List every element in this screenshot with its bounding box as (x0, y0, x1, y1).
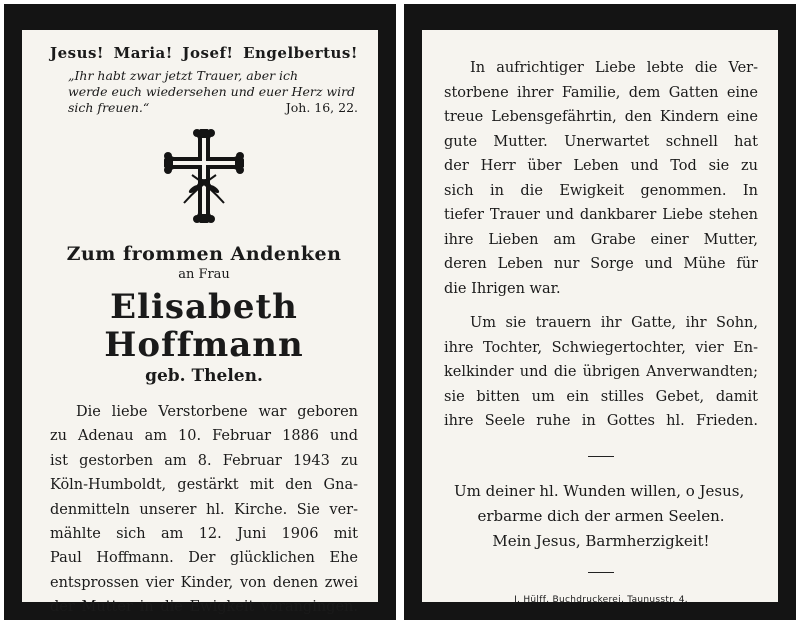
text-line: entsprossen vier Kinder, von denen zwei (50, 574, 358, 591)
deceased-name: Elisabeth Hoffmann (104, 287, 304, 365)
text-line: sie bitten um ein stilles Gebet, damit (444, 388, 758, 405)
right-card-inner (422, 30, 778, 605)
text-line: die Ihrigen war. (444, 280, 561, 297)
invocation-jesus: Jesus! (50, 44, 105, 62)
prayer (444, 479, 758, 554)
cross-icon (164, 129, 244, 223)
maiden-name: geb. Thelen. (145, 366, 263, 386)
prayer-line: Mein Jesus, Barmherzigkeit! (492, 531, 710, 550)
text-line: tiefer Trauer und dankbarer Liebe stehen (444, 207, 758, 223)
text-line: mählte sich am 12. Juni 1906 mit (50, 526, 358, 543)
invocation-josef: Josef! (182, 44, 234, 62)
mourners-paragraph (444, 311, 758, 434)
divider (588, 456, 614, 457)
text-line: ihre Tochter, Schwiegertochter, vier En- (444, 339, 758, 356)
quote-line: sich freuen.“ (68, 100, 150, 115)
text-line: treue Lebensgefährtin, den Kindern eine (444, 109, 758, 125)
divider (588, 572, 614, 573)
text-line: deren Leben nur Sorge und Mühe für (444, 256, 758, 272)
text-line: ist gestorben am 8. Februar 1943 zu (50, 452, 358, 469)
text-line: storbene ihrer Familie, dem Gatten eine (444, 84, 758, 101)
text-line: In aufrichtiger Liebe lebte die Ver- (470, 60, 758, 76)
addressee-prefix: an Frau (178, 267, 230, 282)
right-card (404, 4, 796, 620)
quote-reference: Joh. 16, 22. (285, 100, 358, 115)
text-line: gute Mutter. Unerwartet schnell hat (444, 133, 758, 150)
invocation-engelbertus: Engelbertus! (243, 44, 358, 62)
quote-line: „Ihr habt zwar jetzt Trauer, aber ich (68, 68, 299, 83)
cross-emblem (50, 129, 358, 223)
left-card (4, 4, 396, 620)
printer-imprint: J. Hülff, Buchdruckerei, Taunusstr. 4. (514, 594, 688, 605)
prayer-line: erbarme dich der armen Seelen. (477, 506, 725, 525)
text-line: denmitteln unserer hl. Kirche. Sie ver- (50, 501, 358, 518)
memorial-heading: Zum frommen Andenken (66, 243, 342, 265)
biography-paragraph (50, 400, 358, 620)
left-card-inner (22, 30, 378, 616)
text-line: Köln-Humboldt, gestärkt mit den Gna- (50, 477, 358, 494)
text-line: kelkinder und die übrigen Anverwandten; (444, 364, 758, 380)
text-line: ihre Lieben am Grabe einer Mutter, (444, 231, 758, 248)
text-line: der Mutter in die Ewigkeit vorangingen. (50, 599, 358, 616)
invocation-line (50, 44, 358, 62)
text-line: Paul Hoffmann. Der glücklichen Ehe (50, 550, 358, 567)
prayer-line: Um deiner hl. Wunden willen, o Jesus, (454, 481, 745, 500)
tribute-paragraph (444, 56, 758, 301)
text-line: ihre Seele ruhe in Gottes hl. Frieden. (444, 413, 758, 429)
text-line: zu Adenau am 10. Februar 1886 und (50, 428, 358, 445)
text-line: der Herr über Leben und Tod sie zu (444, 158, 758, 174)
text-line: Die liebe Verstorbene war geboren (76, 404, 358, 420)
text-line: sich in die Ewigkeit genommen. In (444, 182, 758, 199)
text-line: Um sie trauern ihr Gatte, ihr Sohn, (470, 315, 758, 331)
quote-line: werde euch wiedersehen und euer Herz wird (68, 84, 356, 99)
invocation-maria: Maria! (113, 44, 173, 62)
